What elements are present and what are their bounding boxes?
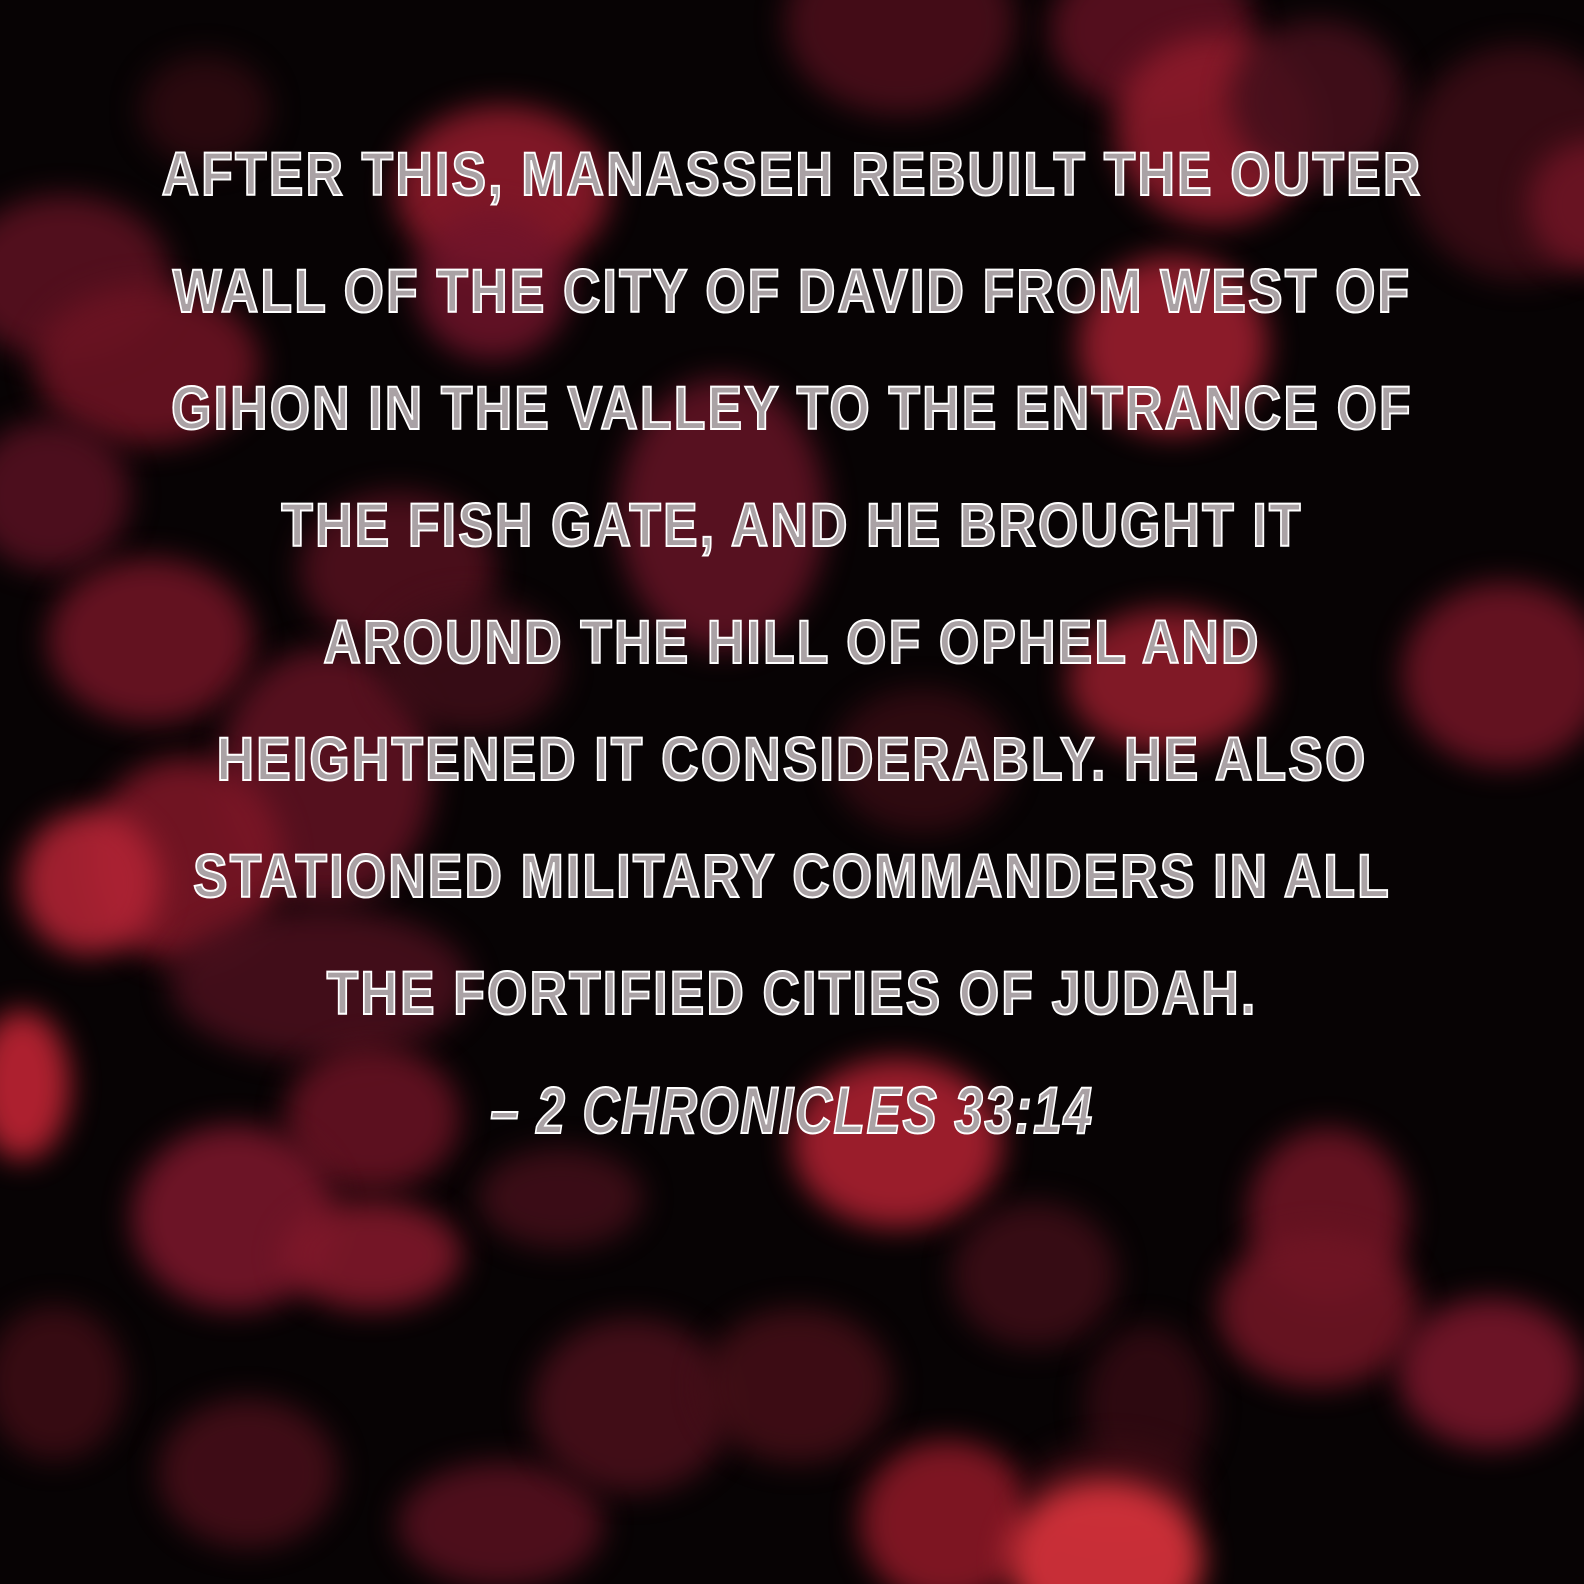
verse-line: AFTER THIS, MANASSEH REBUILT THE OUTER [161, 140, 1423, 208]
verse-reference: – 2 CHRONICLES 33:14 [490, 1073, 1094, 1147]
verse-line: STATIONED MILITARY COMMANDERS IN ALL [193, 842, 1391, 910]
bokeh-light [702, 1308, 892, 1463]
verse-line: HEIGHTENED IT CONSIDERABLY. HE ALSO [216, 725, 1368, 793]
bokeh-light [785, 0, 1015, 115]
verse-text-block [0, 116, 1584, 1169]
bokeh-light [158, 1398, 338, 1548]
bokeh-light [398, 1462, 603, 1584]
bokeh-light [1218, 1232, 1418, 1387]
bokeh-light [1398, 1298, 1583, 1448]
verse-line: GIHON IN THE VALLEY TO THE ENTRANCE OF [171, 374, 1413, 442]
verse-line: WALL OF THE CITY OF DAVID FROM WEST OF [172, 257, 1412, 325]
verse-line: AROUND THE HILL OF OPHEL AND [323, 608, 1261, 676]
bokeh-light [0, 1305, 125, 1460]
bokeh-light [282, 1200, 462, 1310]
verse-line: THE FORTIFIED CITIES OF JUDAH. [326, 959, 1258, 1027]
bokeh-light [532, 1318, 732, 1493]
bokeh-light [952, 1202, 1117, 1347]
verse-line: THE FISH GATE, AND HE BROUGHT IT [281, 491, 1303, 559]
